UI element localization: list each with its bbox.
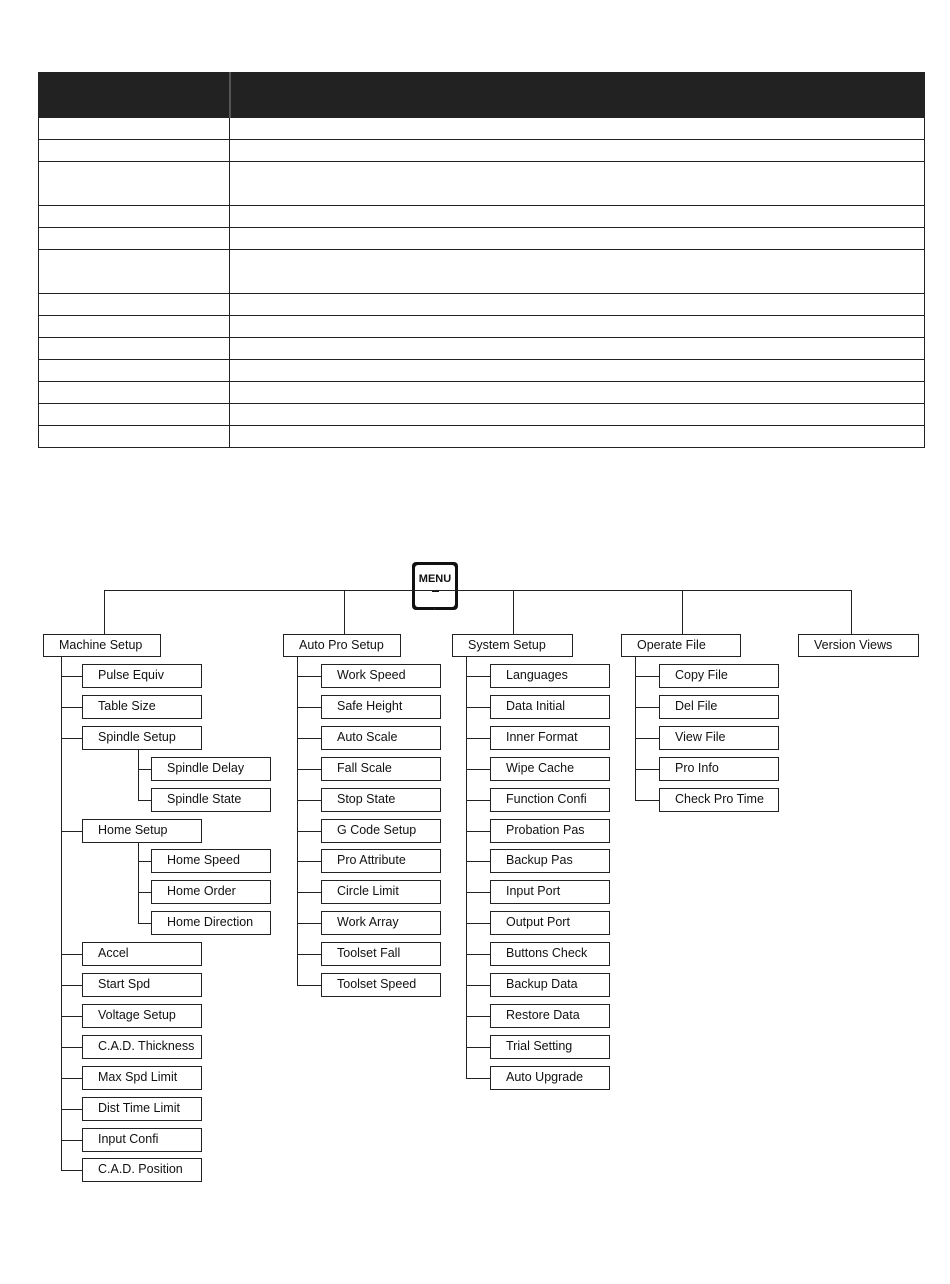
connector-line xyxy=(466,861,490,862)
menu-key-label: MENU xyxy=(418,573,452,585)
menu-version-views[interactable]: Version Views xyxy=(798,634,919,657)
connector-line xyxy=(466,738,490,739)
table-row xyxy=(39,294,925,316)
connector-line xyxy=(466,831,490,832)
connector-line xyxy=(297,892,321,893)
menu-operate-file[interactable]: Operate File xyxy=(621,634,741,657)
dash-icon xyxy=(432,590,439,592)
menu-item-safe-height[interactable]: Safe Height xyxy=(321,695,441,719)
menu-subitem-home-direction[interactable]: Home Direction xyxy=(151,911,271,935)
table-cell xyxy=(230,228,925,250)
table-row xyxy=(39,140,925,162)
menu-item-stop-state[interactable]: Stop State xyxy=(321,788,441,812)
menu-item-pulse-equiv[interactable]: Pulse Equiv xyxy=(82,664,202,688)
table-cell xyxy=(39,294,230,316)
connector-line xyxy=(297,985,321,986)
menu-item-backup-pas[interactable]: Backup Pas xyxy=(490,849,610,873)
connector-line xyxy=(466,1047,490,1048)
connector-line xyxy=(61,831,82,832)
connector-line xyxy=(61,738,82,739)
menu-subitem-spindle-delay[interactable]: Spindle Delay xyxy=(151,757,271,781)
table-header-row xyxy=(39,73,925,118)
menu-item-voltage-setup[interactable]: Voltage Setup xyxy=(82,1004,202,1028)
connector-line xyxy=(466,892,490,893)
menu-item-work-array[interactable]: Work Array xyxy=(321,911,441,935)
connector-line xyxy=(104,590,105,634)
connector-line xyxy=(297,861,321,862)
menu-item-check-pro-time[interactable]: Check Pro Time xyxy=(659,788,779,812)
table-cell xyxy=(230,140,925,162)
table-cell xyxy=(230,338,925,360)
spec-table xyxy=(38,72,925,448)
connector-line xyxy=(297,676,321,677)
connector-line xyxy=(466,676,490,677)
connector-line xyxy=(138,923,151,924)
connector-line xyxy=(61,657,62,1171)
table-cell xyxy=(39,206,230,228)
connector-line xyxy=(297,738,321,739)
connector-line xyxy=(297,657,298,986)
connector-line xyxy=(61,1016,82,1017)
connector-line xyxy=(466,769,490,770)
menu-item-output-port[interactable]: Output Port xyxy=(490,911,610,935)
menu-item-auto-upgrade[interactable]: Auto Upgrade xyxy=(490,1066,610,1090)
menu-item-home-setup[interactable]: Home Setup xyxy=(82,819,202,843)
menu-item-function-confi[interactable]: Function Confi xyxy=(490,788,610,812)
connector-line xyxy=(61,707,82,708)
connector-line xyxy=(466,707,490,708)
table-cell xyxy=(39,228,230,250)
menu-key-icon[interactable] xyxy=(412,562,458,610)
connector-line xyxy=(466,954,490,955)
connector-line xyxy=(466,985,490,986)
connector-line xyxy=(138,800,151,801)
table-cell xyxy=(230,118,925,140)
connector-line xyxy=(61,1109,82,1110)
menu-item-backup-data[interactable]: Backup Data xyxy=(490,973,610,997)
table-row xyxy=(39,250,925,294)
menu-item-accel[interactable]: Accel xyxy=(82,942,202,966)
connector-line xyxy=(466,1016,490,1017)
menu-item-toolset-fall[interactable]: Toolset Fall xyxy=(321,942,441,966)
connector-line xyxy=(851,590,852,634)
menu-item-toolset-speed[interactable]: Toolset Speed xyxy=(321,973,441,997)
table-row xyxy=(39,316,925,338)
menu-item-wipe-cache[interactable]: Wipe Cache xyxy=(490,757,610,781)
connector-line xyxy=(466,657,467,1079)
menu-item-trial-setting[interactable]: Trial Setting xyxy=(490,1035,610,1059)
menu-item-pro-attribute[interactable]: Pro Attribute xyxy=(321,849,441,873)
menu-auto-pro-setup[interactable]: Auto Pro Setup xyxy=(283,634,401,657)
connector-line xyxy=(61,954,82,955)
menu-item-buttons-check[interactable]: Buttons Check xyxy=(490,942,610,966)
table-header-cell xyxy=(39,73,230,118)
table-row xyxy=(39,162,925,206)
connector-line xyxy=(297,831,321,832)
menu-item-pro-info[interactable]: Pro Info xyxy=(659,757,779,781)
connector-line xyxy=(344,590,345,634)
table-cell xyxy=(39,118,230,140)
menu-item-max-spd-limit[interactable]: Max Spd Limit xyxy=(82,1066,202,1090)
table-cell xyxy=(230,206,925,228)
table-cell xyxy=(230,360,925,382)
menu-item-auto-scale[interactable]: Auto Scale xyxy=(321,726,441,750)
menu-item-dist-time-limit[interactable]: Dist Time Limit xyxy=(82,1097,202,1121)
menu-subitem-spindle-state[interactable]: Spindle State xyxy=(151,788,271,812)
connector-line xyxy=(635,800,659,801)
table-row xyxy=(39,404,925,426)
table-cell xyxy=(39,162,230,206)
menu-item-input-confi[interactable]: Input Confi xyxy=(82,1128,202,1152)
table-cell xyxy=(230,294,925,316)
menu-system-setup[interactable]: System Setup xyxy=(452,634,573,657)
menu-machine-setup[interactable]: Machine Setup xyxy=(43,634,161,657)
table-row xyxy=(39,426,925,448)
table-cell xyxy=(39,360,230,382)
menu-item-circle-limit[interactable]: Circle Limit xyxy=(321,880,441,904)
menu-item-table-size[interactable]: Table Size xyxy=(82,695,202,719)
connector-line xyxy=(513,590,514,634)
menu-item-start-spd[interactable]: Start Spd xyxy=(82,973,202,997)
connector-line xyxy=(297,769,321,770)
connector-line xyxy=(138,769,151,770)
connector-line xyxy=(61,985,82,986)
menu-subitem-home-speed[interactable]: Home Speed xyxy=(151,849,271,873)
connector-line xyxy=(138,843,139,925)
connector-line xyxy=(61,1047,82,1048)
table-cell xyxy=(39,382,230,404)
connector-line xyxy=(466,1078,490,1079)
table-row xyxy=(39,118,925,140)
table-cell xyxy=(39,140,230,162)
menu-item-copy-file[interactable]: Copy File xyxy=(659,664,779,688)
connector-line xyxy=(104,590,852,591)
connector-line xyxy=(635,769,659,770)
table-cell xyxy=(39,250,230,294)
connector-line xyxy=(61,1140,82,1141)
connector-line xyxy=(635,738,659,739)
connector-line xyxy=(466,800,490,801)
menu-item-spindle-setup[interactable]: Spindle Setup xyxy=(82,726,202,750)
connector-line xyxy=(297,707,321,708)
table-row xyxy=(39,382,925,404)
menu-item-c-a-d-position[interactable]: C.A.D. Position xyxy=(82,1158,202,1182)
table-cell xyxy=(39,338,230,360)
table-cell xyxy=(39,404,230,426)
connector-line xyxy=(635,657,636,801)
table-cell xyxy=(230,426,925,448)
table-row xyxy=(39,228,925,250)
table-row xyxy=(39,360,925,382)
connector-line xyxy=(297,923,321,924)
menu-item-fall-scale[interactable]: Fall Scale xyxy=(321,757,441,781)
menu-item-view-file[interactable]: View File xyxy=(659,726,779,750)
menu-item-del-file[interactable]: Del File xyxy=(659,695,779,719)
table-cell xyxy=(39,426,230,448)
table-cell xyxy=(39,316,230,338)
connector-line xyxy=(138,861,151,862)
connector-line xyxy=(61,676,82,677)
connector-line xyxy=(682,590,683,634)
menu-item-data-initial[interactable]: Data Initial xyxy=(490,695,610,719)
table-cell xyxy=(230,162,925,206)
connector-line xyxy=(61,1170,82,1171)
menu-item-languages[interactable]: Languages xyxy=(490,664,610,688)
connector-line xyxy=(138,892,151,893)
connector-line xyxy=(635,707,659,708)
table-cell xyxy=(230,250,925,294)
connector-line xyxy=(138,750,139,801)
menu-item-inner-format[interactable]: Inner Format xyxy=(490,726,610,750)
menu-item-probation-pas[interactable]: Probation Pas xyxy=(490,819,610,843)
connector-line xyxy=(297,800,321,801)
table-row xyxy=(39,338,925,360)
connector-line xyxy=(297,954,321,955)
table-cell xyxy=(230,404,925,426)
table-row xyxy=(39,206,925,228)
table-cell xyxy=(230,382,925,404)
table-cell xyxy=(230,316,925,338)
menu-item-work-speed[interactable]: Work Speed xyxy=(321,664,441,688)
menu-item-g-code-setup[interactable]: G Code Setup xyxy=(321,819,441,843)
table-header-cell xyxy=(230,73,925,118)
menu-item-c-a-d-thickness[interactable]: C.A.D. Thickness xyxy=(82,1035,202,1059)
menu-subitem-home-order[interactable]: Home Order xyxy=(151,880,271,904)
connector-line xyxy=(466,923,490,924)
connector-line xyxy=(635,676,659,677)
connector-line xyxy=(61,1078,82,1079)
menu-item-input-port[interactable]: Input Port xyxy=(490,880,610,904)
menu-item-restore-data[interactable]: Restore Data xyxy=(490,1004,610,1028)
